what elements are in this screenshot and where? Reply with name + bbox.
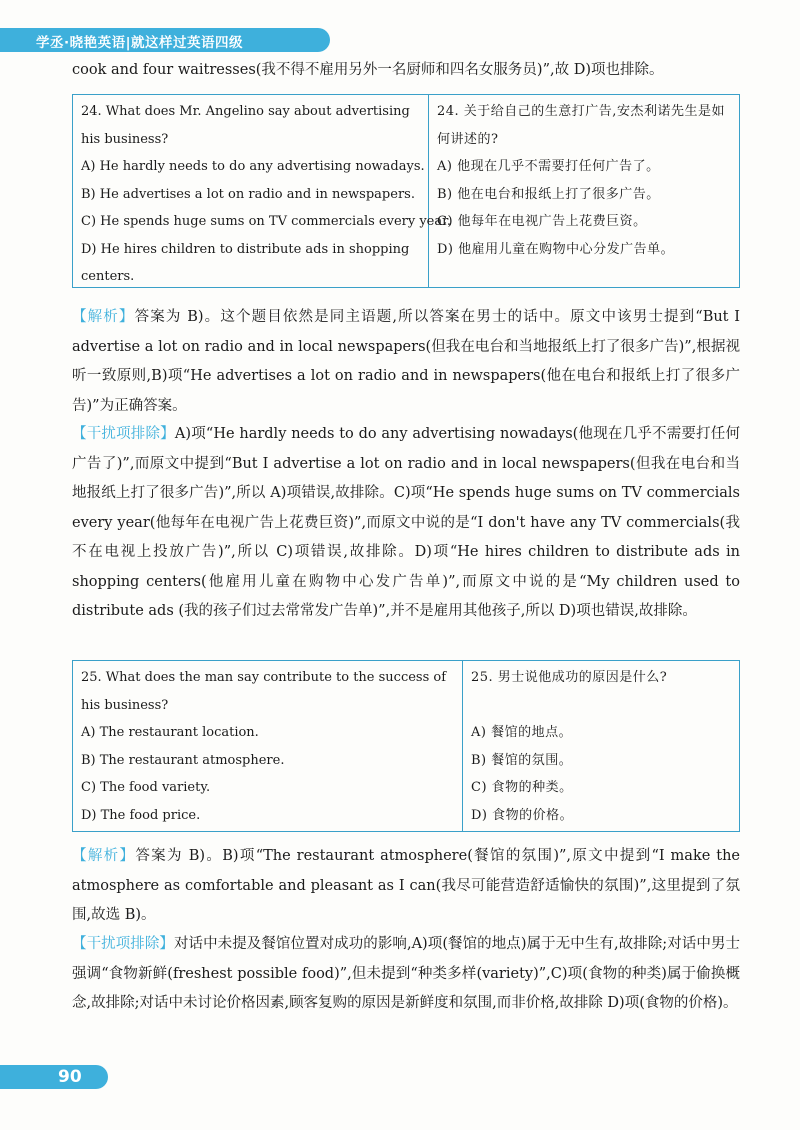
question-24-text-en: 24. What does Mr. Angelino say about advertising his business? xyxy=(81,104,410,147)
question-25-text-zh: 25. 男士说他成功的原因是什么? xyxy=(471,670,668,685)
question-25-option-c-zh: C) 食物的种类。 xyxy=(471,780,573,795)
question-24-option-c-en: C) He spends huge sums on TV commercials every year. xyxy=(81,214,452,229)
question-24-text-zh: 24. 关于给自己的生意打广告,安杰利诺先生是如何讲述的? xyxy=(437,104,725,147)
question-24-option-d-en: D) He hires children to distribute ads in shopping centers. xyxy=(81,241,410,284)
question-25-english xyxy=(73,661,463,831)
question-25-option-a-zh: A) 餐馆的地点。 xyxy=(471,725,573,740)
question-24-option-d-zh: D) 他雇用儿童在购物中心分发广告单。 xyxy=(437,241,675,257)
question-25-option-b-en: B) The restaurant atmosphere. xyxy=(81,752,285,768)
analysis-text: 答案为 B)。这个题目依然是同主语题,所以答案在男士的话中。原文中该男士提到“But I advertise a lot on radio and in local newspapers(但我在电台和当地报纸上打了很多广告)”,根据视听一致原则,B)项“He advertises a lot on radio and in newspapers(他在电台和报纸上打了很多广告)”为正确答案。 xyxy=(72,309,740,414)
question-24-option-a-en: A) He hardly needs to do any advertising nowadays. xyxy=(81,159,425,174)
analysis-text: 答案为 B)。B)项“The restaurant atmosphere(餐馆的氛围)”,原文中提到“I make the atmosphere as comfortable and pleasant as I can(我尽可能营造舒适愉快的氛围)”,这里提到了氛围,故选 B)。 xyxy=(72,848,740,923)
question-25-chinese xyxy=(463,661,738,831)
question-24-english xyxy=(73,95,452,287)
question-25-option-c-en: C) The food variety. xyxy=(81,780,211,795)
question-24-option-b-zh: B) 他在电台和报纸上打了很多广告。 xyxy=(437,186,660,202)
header-title: 学丞·晓艳英语|就这样过英语四级 xyxy=(36,35,244,51)
spacer-line xyxy=(471,692,732,720)
analysis-tag: 【解析】 xyxy=(72,848,136,864)
analysis-tag: 【解析】 xyxy=(72,309,135,325)
question-24-distractor xyxy=(72,420,740,627)
question-24-box xyxy=(72,94,740,288)
question-25-analysis xyxy=(72,842,740,931)
question-25-distractor xyxy=(72,930,740,1019)
question-24-option-a-zh: A) 他现在几乎不需要打任何广告了。 xyxy=(437,159,660,174)
question-25-option-a-en: A) The restaurant location. xyxy=(81,725,259,740)
question-25-text-en: 25. What does the man say contribute to the success of his business? xyxy=(81,670,447,713)
distractor-tag: 【干扰项排除】 xyxy=(72,426,175,442)
question-25-box xyxy=(72,660,740,832)
question-24-chinese xyxy=(429,95,738,287)
question-25-option-d-en: D) The food price. xyxy=(81,807,201,823)
question-24-analysis xyxy=(72,303,740,421)
distractor-tag: 【干扰项排除】 xyxy=(72,936,174,952)
question-24-option-b-en: B) He advertises a lot on radio and in newspapers. xyxy=(81,186,415,202)
distractor-text: 对话中未提及餐馆位置对成功的影响,A)项(餐馆的地点)属于无中生有,故排除;对话中男士强调“食物新鲜(freshest possible food)”,但未提到“种类多样(variety)”,C)项(食物的种类)属于偷换概念,故排除;对话中未讨论价格因素,顾客复购的原因是新鲜度和氛围,而非价格,故排除 D)项(食物的价格)。 xyxy=(72,936,741,1011)
header-banner xyxy=(0,28,330,52)
question-25-option-b-zh: B) 餐馆的氛围。 xyxy=(471,752,573,768)
distractor-text: A)项“He hardly needs to do any advertising nowadays(他现在几乎不需要打任何广告了)”,而原文中提到“But I advertise a lot on radio and in local newspapers(但我在电台和当地报纸上打了很多广告)”,所以 A)项错误,故排除。C)项“He spends huge sums on TV commercials every year(他每年在电视广告上花费巨资)”,而原文中说的是“I don't have any TV commercials(我不在电视上投放广告)”,所以 C)项错误,故排除。D)项“He hires children to distribute ads in shopping centers(他雇用儿童在购物中心发广告单)”,而原文中说的是“My children used to distribute ads (我的孩子们过去常常发广告单)”,并不是雇用其他孩子,所以 D)项也错误,故排除。 xyxy=(72,426,740,619)
intro-line: cook and four waitresses(我不得不雇用另外一名厨师和四名女服务员)”,故 D)项也排除。 xyxy=(72,62,664,78)
page-number: 90 xyxy=(58,1067,82,1087)
question-25-option-d-zh: D) 食物的价格。 xyxy=(471,807,574,823)
page-number-tab xyxy=(0,1065,108,1089)
question-24-option-c-zh: C) 他每年在电视广告上花费巨资。 xyxy=(437,214,647,229)
